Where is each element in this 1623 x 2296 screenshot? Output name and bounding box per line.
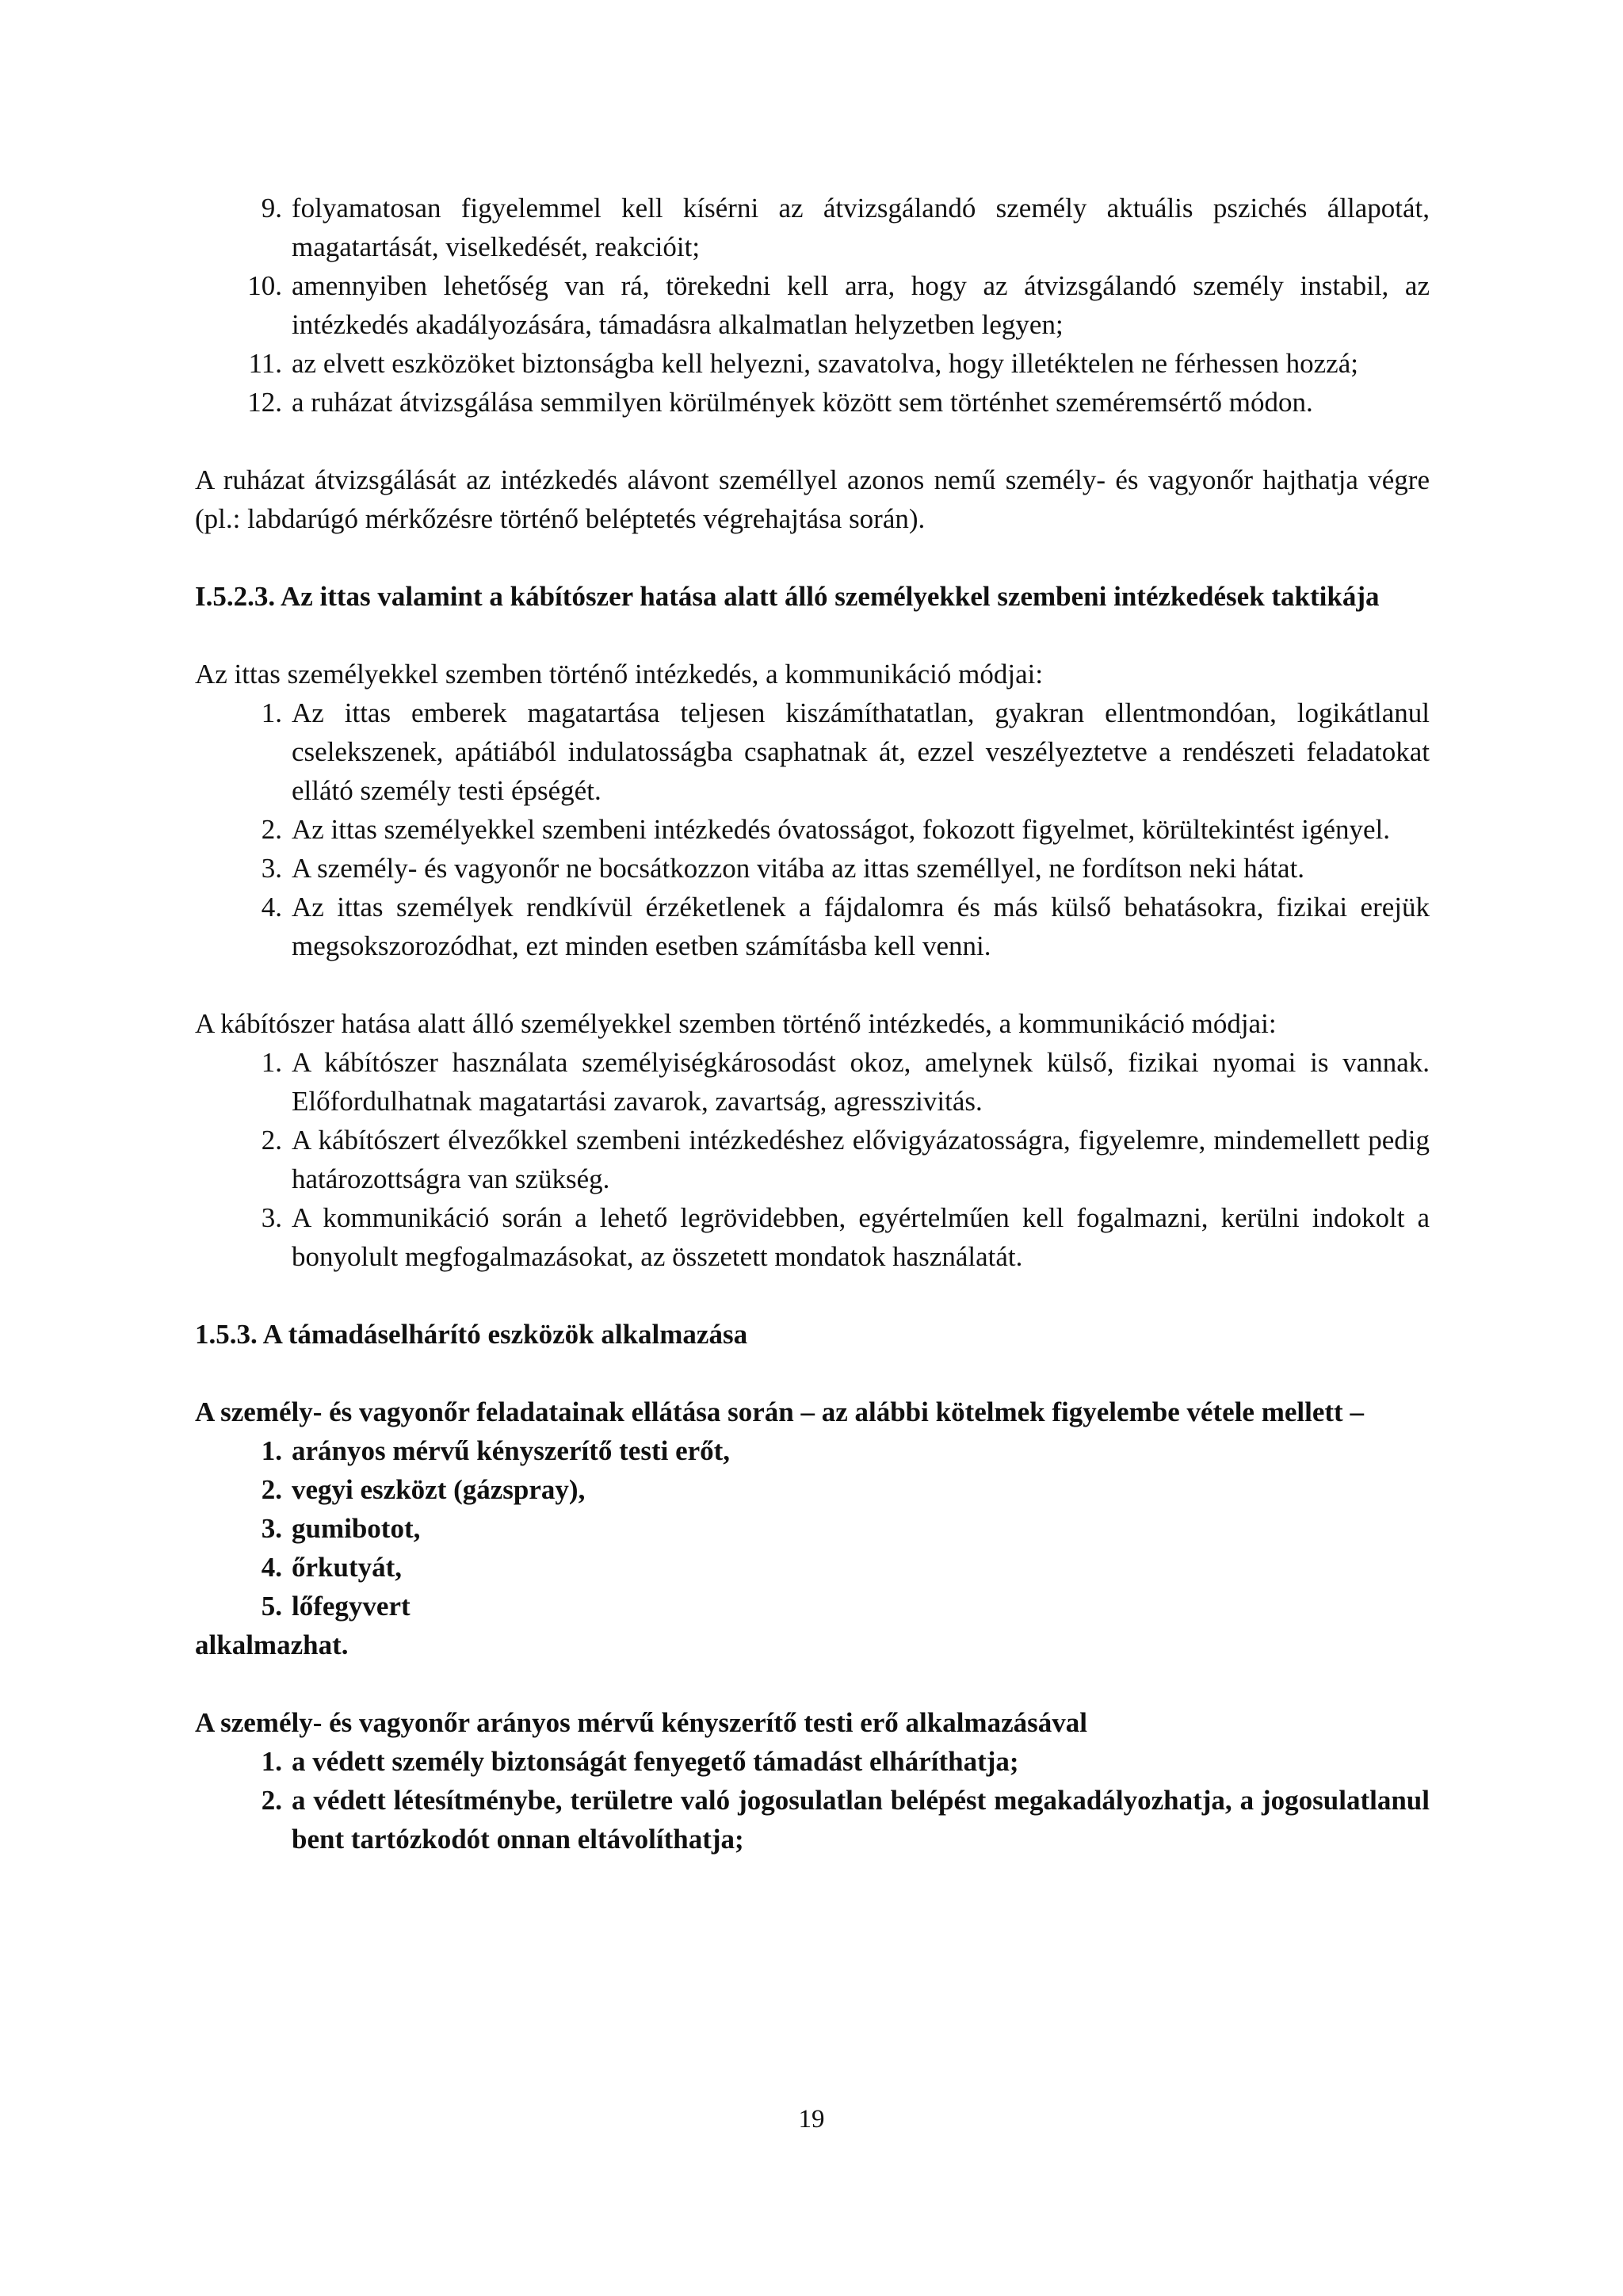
item-number: 3. — [261, 853, 282, 884]
item-number: 4. — [261, 892, 282, 923]
item-number: 2. — [261, 1785, 282, 1816]
item-number: 5. — [261, 1591, 282, 1622]
page-number: 19 — [798, 2105, 825, 2134]
item-text: a védett személy biztonságát fenyegető támadást elháríthatja; — [292, 1746, 1019, 1777]
list-item — [219, 383, 1430, 422]
item-text: vegyi eszközt (gázspray), — [292, 1474, 586, 1505]
list-item — [242, 1781, 1430, 1859]
paragraph: A személy- és vagyonőr feladatainak ellátása során – az alábbi kötelmek figyelembe vétele mellett – — [195, 1396, 1364, 1427]
section-heading: 1.5.3. A támadáselhárító eszközök alkalmazása — [195, 1319, 748, 1350]
paragraph: A személy- és vagyonőr arányos mérvű kényszerítő testi erő alkalmazásával — [195, 1707, 1087, 1738]
item-text: A kommunikáció során a lehető legrövidebben, egyértelműen kell fogalmazni, kerülni indokolt a bonyolult megfogalmazásokat, az összetett mondatok használatát. — [292, 1202, 1430, 1272]
list-item — [242, 1742, 1430, 1781]
item-number: 1. — [261, 1435, 282, 1466]
item-number: 1. — [261, 697, 282, 728]
item-text: A személy- és vagyonőr ne bocsátkozzon vitába az ittas személlyel, ne fordítson neki hátat. — [292, 853, 1305, 884]
list-item — [219, 1121, 1430, 1198]
drunk-persons-list — [219, 693, 1430, 965]
list-item — [219, 888, 1430, 965]
list-item — [219, 849, 1430, 888]
item-text: Az ittas emberek magatartása teljesen kiszámíthatatlan, gyakran ellentmondóan, logikátlanul cselekszenek, apátiából indulatosságba csaphatnak át, ezzel veszélyeztetve a rendészeti feladatokat ellátó személy testi épségét. — [292, 697, 1430, 806]
item-number: 9. — [261, 193, 282, 223]
item-text: gumibotot, — [292, 1513, 421, 1544]
list-item — [242, 1431, 1430, 1470]
list-item — [242, 1548, 1430, 1587]
item-number: 2. — [261, 1474, 282, 1505]
item-text: Az ittas személyekkel szembeni intézkedés óvatosságot, fokozott figyelmet, körültekintést igényel. — [292, 814, 1390, 845]
force-list — [242, 1742, 1430, 1859]
item-text: a ruházat átvizsgálása semmilyen körülmények között sem történhet szeméremsértő módon. — [292, 387, 1313, 418]
item-text: őrkutyát, — [292, 1552, 403, 1583]
list-item — [219, 1043, 1430, 1121]
item-text: folyamatosan figyelemmel kell kísérni az átvizsgálandó személy aktuális pszichés állapotát, magatartását, viselkedését, reakcióit; — [292, 193, 1430, 262]
item-number: 4. — [261, 1552, 282, 1583]
intro-list — [219, 189, 1430, 422]
list-item — [219, 810, 1430, 849]
item-text: az elvett eszközöket biztonságba kell helyezni, szavatolva, hogy illetéktelen ne férhessen hozzá; — [292, 348, 1358, 379]
list-item — [242, 1470, 1430, 1509]
item-number: 3. — [261, 1513, 282, 1544]
item-number: 3. — [261, 1202, 282, 1233]
drug-persons-list — [219, 1043, 1430, 1276]
item-text: lőfegyvert — [292, 1591, 411, 1622]
item-text: A kábítószert élvezőkkel szembeni intézkedéshez elővigyázatosságra, figyelemre, mindemellett pedig határozottságra van szükség. — [292, 1125, 1430, 1194]
item-number: 2. — [261, 1125, 282, 1156]
item-number: 1. — [261, 1746, 282, 1777]
list-item — [219, 189, 1430, 266]
item-text: A kábítószer használata személyiségkárosodást okoz, amelynek külső, fizikai nyomai is vannak. Előfordulhatnak magatartási zavarok, zavartság, agresszivitás. — [292, 1047, 1430, 1117]
list-item — [219, 344, 1430, 383]
item-text: a védett létesítménybe, területre való jogosulatlan belépést megakadályozhatja, a jogosulatlanul bent tartózkodót onnan eltávolíthatja; — [292, 1785, 1430, 1855]
item-number: 12. — [247, 387, 282, 418]
list-item — [219, 693, 1430, 810]
item-number: 1. — [261, 1047, 282, 1078]
paragraph: A ruházat átvizsgálását az intézkedés alávont személlyel azonos nemű személy- és vagyonőr hajthatja végre (pl.: labdarúgó mérkőzésre történő beléptetés végrehajtása során). — [195, 464, 1430, 534]
list-item — [242, 1587, 1430, 1626]
item-text: amennyiben lehetőség van rá, törekedni kell arra, hogy az átvizsgálandó személy instabil, az intézkedés akadályozására, támadásra alkalmatlan helyzetben legyen; — [292, 270, 1430, 340]
item-number: 2. — [261, 814, 282, 845]
list-item — [219, 1198, 1430, 1276]
section-heading: I.5.2.3. Az ittas valamint a kábítószer hatása alatt álló személyekkel szembeni intézkedések taktikája — [195, 581, 1380, 612]
list-item — [242, 1509, 1430, 1548]
list-item — [219, 266, 1430, 344]
item-number: 11. — [248, 348, 282, 379]
item-number: 10. — [247, 270, 282, 301]
paragraph: A kábítószer hatása alatt álló személyekkel szemben történő intézkedés, a kommunikáció módjai: — [195, 1008, 1277, 1039]
paragraph: Az ittas személyekkel szemben történő intézkedés, a kommunikáció módjai: — [195, 659, 1044, 690]
paragraph: alkalmazhat. — [195, 1629, 349, 1660]
means-list — [242, 1431, 1430, 1626]
item-text: Az ittas személyek rendkívül érzéketlenek a fájdalomra és más külső behatásokra, fizikai erejük megsokszorozódhat, ezt minden esetben számításba kell venni. — [292, 892, 1430, 961]
item-text: arányos mérvű kényszerítő testi erőt, — [292, 1435, 731, 1466]
